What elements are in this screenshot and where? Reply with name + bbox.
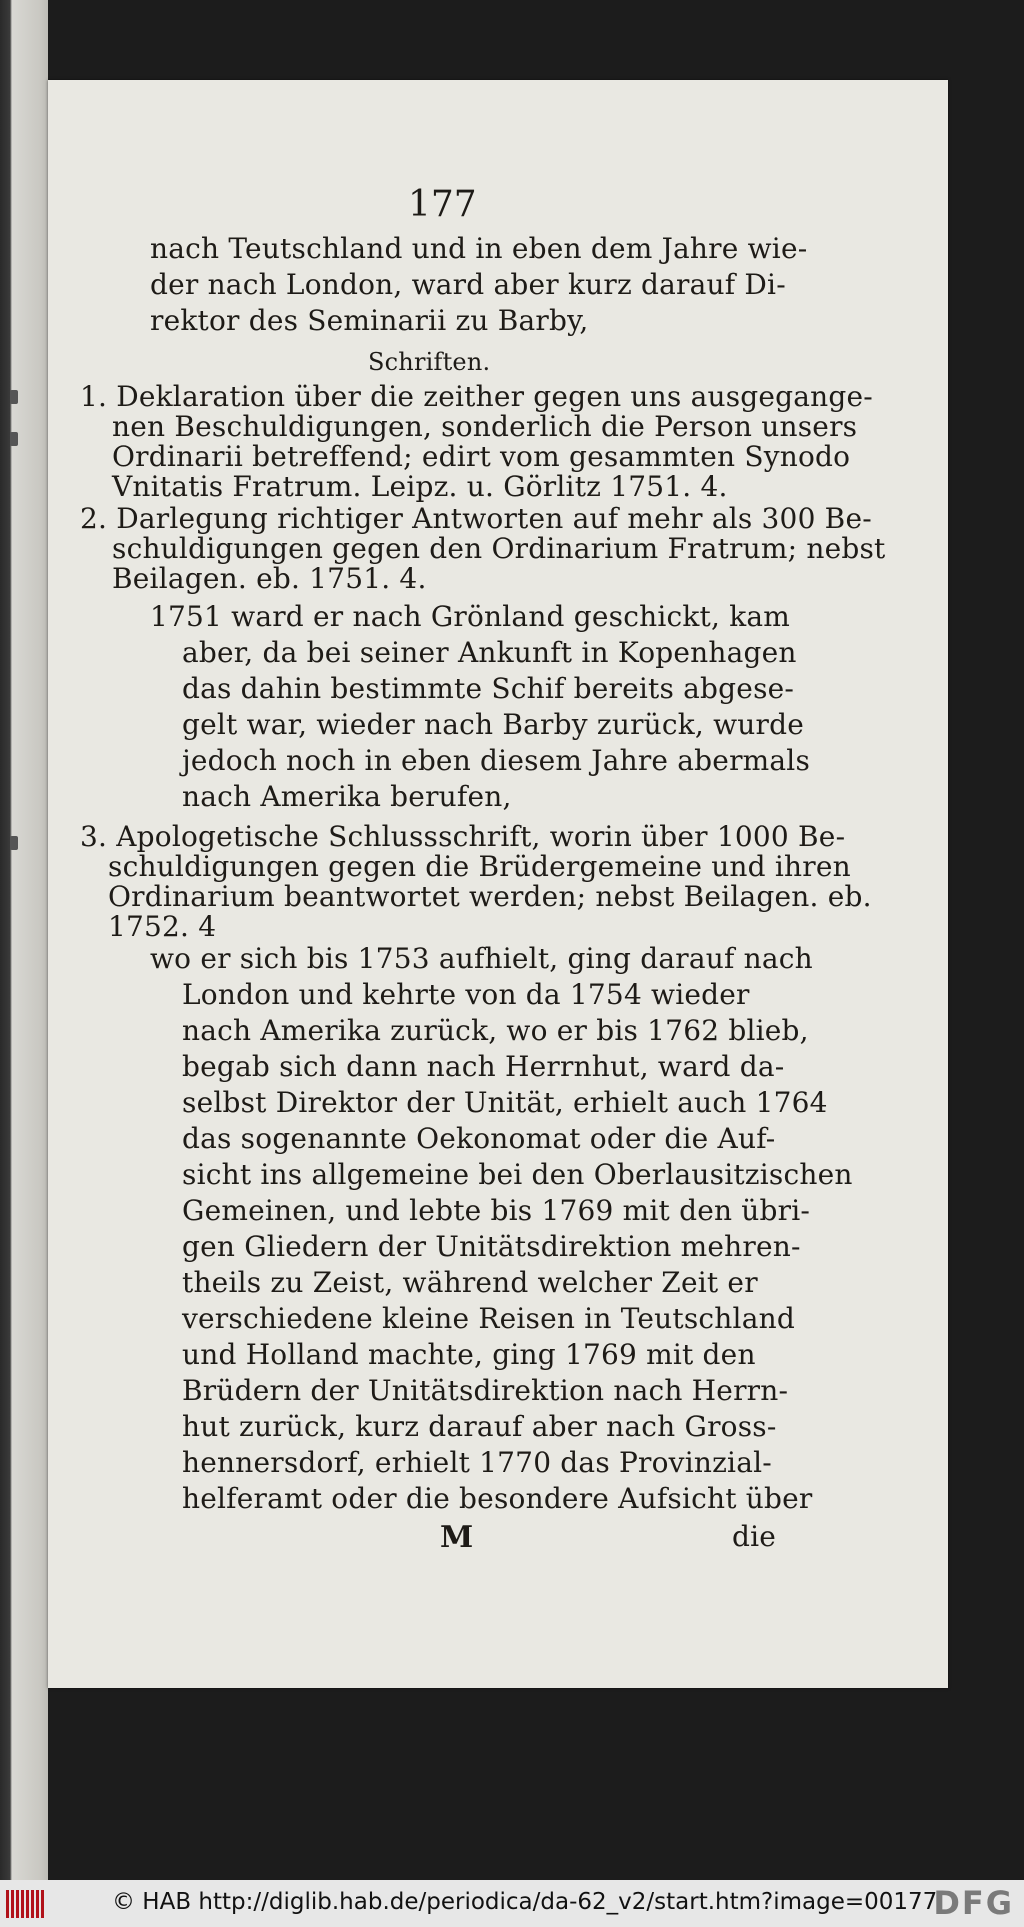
adjacent-page-edge	[0, 0, 48, 1880]
text-line: der nach London, ward aber kurz darauf Di-	[150, 268, 786, 301]
text-line: helferamt oder die besondere Aufsicht über	[182, 1482, 813, 1515]
text-line: Vnitatis Fratrum. Leipz. u. Görlitz 1751. 4.	[112, 470, 728, 503]
text-line: sicht ins allgemeine bei den Oberlausitzischen	[182, 1158, 853, 1191]
text-line: hennersdorf, erhielt 1770 das Provinzial-	[182, 1446, 772, 1479]
text-line: das dahin bestimmte Schif bereits abgese-	[182, 672, 795, 705]
text-line: London und kehrte von da 1754 wieder	[182, 978, 750, 1011]
text-line: hut zurück, kurz darauf aber nach Gross-	[182, 1410, 777, 1443]
text-line: nach Amerika zurück, wo er bis 1762 blieb,	[182, 1014, 809, 1047]
text-line: nach Amerika berufen,	[182, 780, 512, 813]
text-line: nen Beschuldigungen, sonderlich die Person unsers	[112, 410, 858, 443]
text-line: gelt war, wieder nach Barby zurück, wurde	[182, 708, 805, 741]
binding-mark	[10, 432, 18, 446]
binding-mark	[10, 836, 18, 850]
text-line: 1752. 4	[108, 910, 217, 943]
text-line: das sogenannte Oekonomat oder die Auf-	[182, 1122, 776, 1155]
viewer-footer	[0, 1880, 1024, 1927]
text-line: 2. Darlegung richtiger Antworten auf mehr als 300 Be-	[80, 502, 872, 535]
text-line: nach Teutschland und in eben dem Jahre wie-	[150, 232, 808, 265]
text-line: Beilagen. eb. 1751. 4.	[112, 562, 427, 595]
signature-mark: M	[440, 1520, 474, 1555]
text-line: Brüdern der Unitätsdirektion nach Herrn-	[182, 1374, 789, 1407]
text-line: theils zu Zeist, während welcher Zeit er	[182, 1266, 758, 1299]
text-line: und Holland machte, ging 1769 mit den	[182, 1338, 756, 1371]
text-line: wo er sich bis 1753 aufhielt, ging darauf nach	[150, 942, 813, 975]
text-line: Gemeinen, und lebte bis 1769 mit den übri-	[182, 1194, 811, 1227]
text-line: gen Gliedern der Unitätsdirektion mehren-	[182, 1230, 801, 1263]
text-line: Ordinarii betreffend; edirt vom gesammten Synodo	[112, 440, 851, 473]
text-line: begab sich dann nach Herrnhut, ward da-	[182, 1050, 785, 1083]
catchword: die	[732, 1520, 777, 1553]
copyright-url[interactable]: © HAB http://diglib.hab.de/periodica/da-62_v2/start.htm?image=00177	[112, 1889, 938, 1915]
hab-logo-icon	[6, 1890, 46, 1918]
book-page	[48, 80, 948, 1688]
text-line: aber, da bei seiner Ankunft in Kopenhagen	[182, 636, 797, 669]
text-line: 1. Deklaration über die zeither gegen uns ausgegange-	[80, 380, 873, 413]
text-line: 3. Apologetische Schlussschrift, worin über 1000 Be-	[80, 820, 846, 853]
binding-mark	[10, 390, 18, 404]
section-heading: Schriften.	[368, 348, 491, 376]
text-line: jedoch noch in eben diesem Jahre abermals	[182, 744, 811, 777]
dfg-logo: DFG	[933, 1884, 1014, 1922]
text-line: selbst Direktor der Unität, erhielt auch 1764	[182, 1086, 828, 1119]
text-line: rektor des Seminarii zu Barby,	[150, 304, 589, 337]
text-line: schuldigungen gegen den Ordinarium Fratrum; nebst	[112, 532, 886, 565]
text-line: verschiedene kleine Reisen in Teutschland	[182, 1302, 795, 1335]
text-line: schuldigungen gegen die Brüdergemeine und ihren	[108, 850, 851, 883]
page-number: 177	[408, 184, 477, 225]
text-line: 1751 ward er nach Grönland geschickt, kam	[150, 600, 791, 633]
text-line: Ordinarium beantwortet werden; nebst Beilagen. eb.	[108, 880, 872, 913]
